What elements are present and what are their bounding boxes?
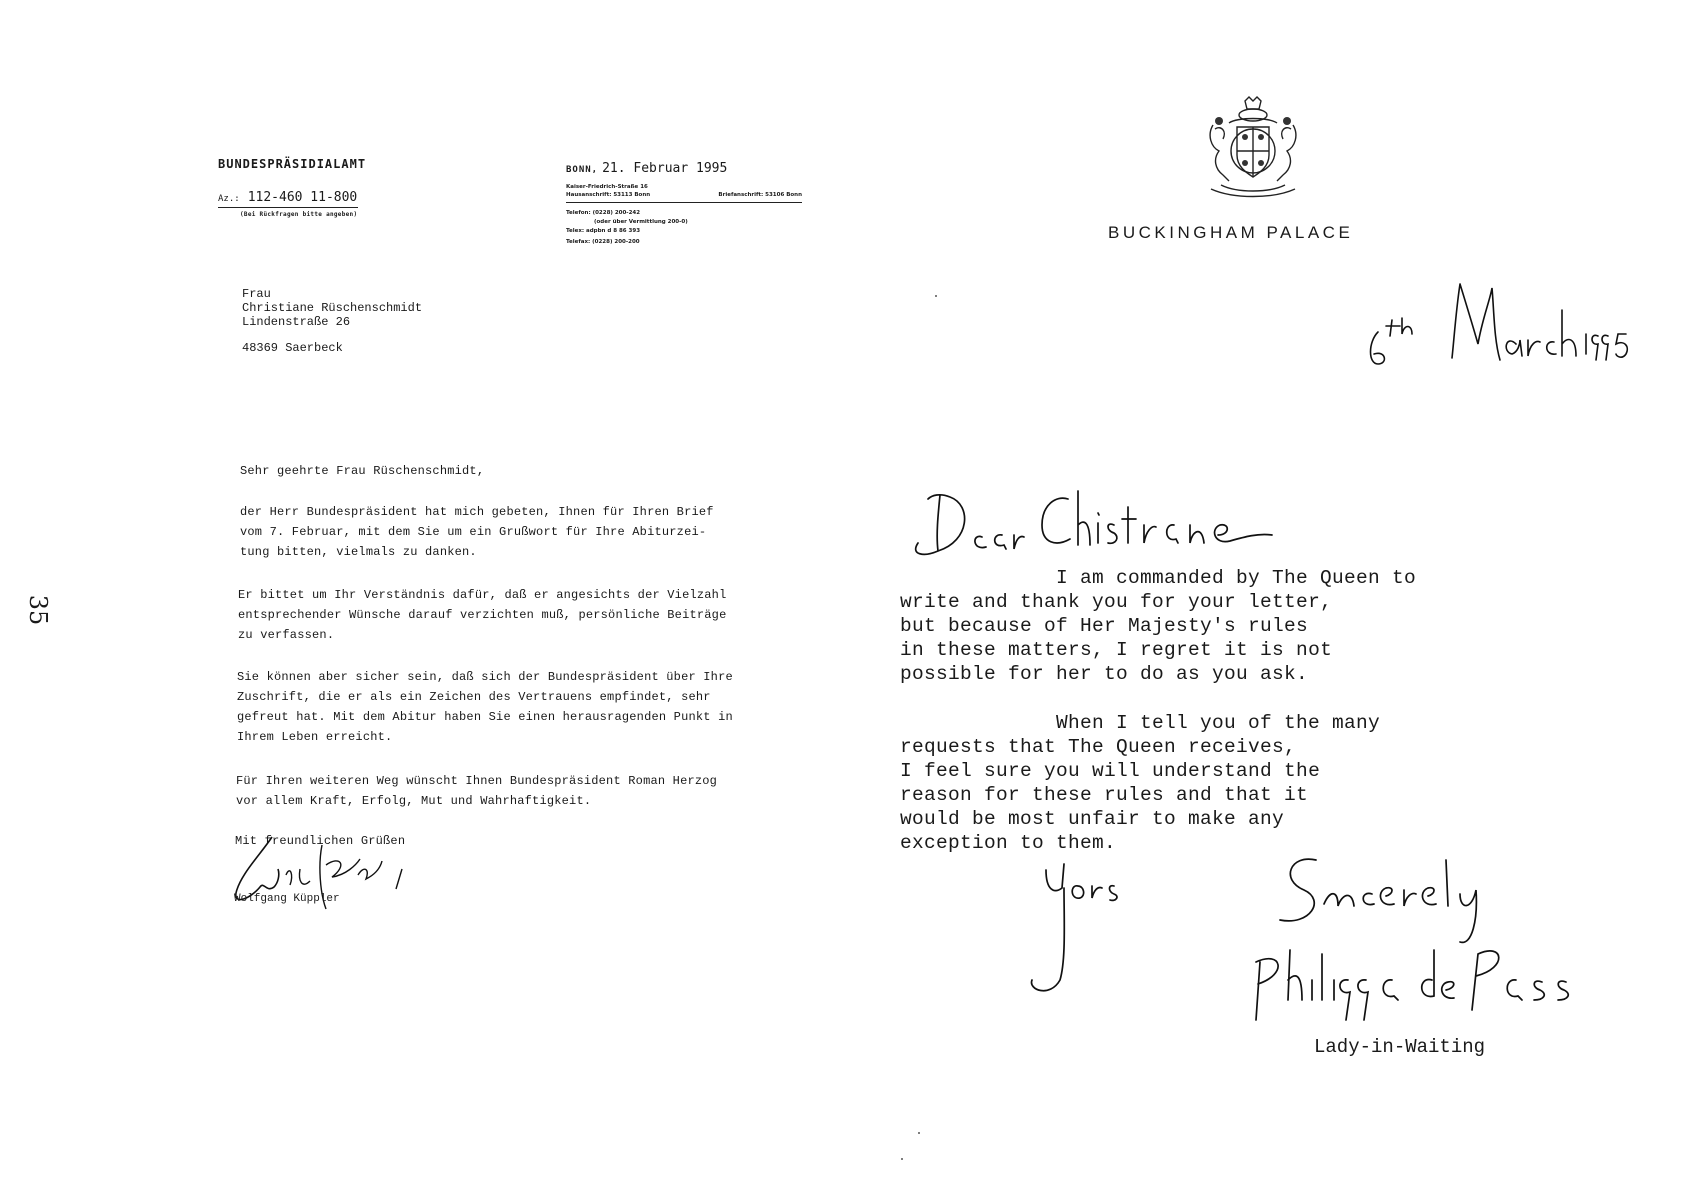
handwritten-closing-and-signature [1020,850,1660,1050]
reference-line [218,190,358,208]
contact-fax: Telefax: (0228) 200-200 [566,239,640,245]
paragraph-line: would be most unfair to make any [900,808,1285,830]
german-salutation: Sehr geehrte Frau Rüschenschmidt, [240,464,485,478]
paragraph-line: exception to them. [900,832,1117,854]
recipient-city: 48369 Saerbeck [242,341,343,355]
reference-note: (Bei Rückfragen bitte angeben) [240,211,358,218]
recipient-street: Lindenstraße 26 [242,315,351,329]
german-signatory: Wolfgang Küppler [234,893,340,905]
signatory-title: Lady-in-Waiting [1314,1036,1486,1058]
page-number: 35 [24,594,52,626]
letter-date-line [566,161,727,176]
paragraph-line: write and thank you for your letter, [900,591,1333,613]
scan-speck [918,1132,920,1134]
paragraph-line: I feel sure you will understand the [900,760,1321,782]
contact-list [566,208,802,248]
paragraph-line: reason for these rules and that it [900,784,1309,806]
english-paragraph-2 [900,711,1381,855]
scan-speck [901,1158,903,1160]
house-address: Hausanschrift: 53113 Bonn [566,192,651,198]
german-paragraph-4: Für Ihren weiteren Weg wünscht Ihnen Bundespräsident Roman Herzog vor allem Kraft, Erfolg, Mut und Wahrhaftigkeit. [236,774,718,808]
royal-coat-of-arms [1193,95,1313,200]
german-paragraph-2: Er bittet um Ihr Verständnis dafür, daß er angesichts der Vielzahl entsprechender Wünsche darauf verzichten muß, persönliche Beiträge zu verfassen. [238,588,727,642]
letterhead-title: BUCKINGHAM PALACE [1108,223,1354,242]
english-paragraph-1 [900,566,1417,686]
sender-contact-block [566,183,802,248]
german-paragraph-1: der Herr Bundespräsident hat mich gebeten, Ihnen für Ihren Brief vom 7. Februar, mit dem Sie um ein Grußwort für Ihre Abiturzei- tung bitten, vielmals zu danken. [240,505,714,559]
reference-number: 112-460 11-800 [247,190,358,205]
contact-phone: Telefon: (0228) 200-242 [566,210,641,216]
scan-speck [935,295,937,297]
contact-phone-alt: (oder über Vermittlung 200-0) [594,219,688,225]
letter-date: 21. Februar 1995 [602,161,728,176]
paragraph-line: in these matters, I regret it is not [900,639,1333,661]
german-paragraph-3: Sie können aber sicher sein, daß sich der Bundespräsident über Ihre Zuschrift, die er als ein Zeichen des Vertrauens empfindet, sehr gefreut hat. Mit dem Abitur haben Sie einen herausragenden Punkt in Ihrem Leben erreicht. [237,670,733,744]
paragraph-line: requests that The Queen receives, [900,736,1297,758]
handwritten-greeting [910,485,1280,565]
letter-place: BONN, [566,165,599,175]
sender-street: Kaiser-Friedrich-Straße 16 [566,184,648,190]
contact-telex: Telex: adpbn d 8 86 393 [566,228,641,234]
paragraph-line: I am commanded by The Queen to [1056,567,1417,589]
paragraph-line: When I tell you of the many [1056,712,1381,734]
header-divider [566,202,802,203]
sender-office: BUNDESPRÄSIDIALAMT [218,157,367,171]
paragraph-line: but because of Her Majesty's rules [900,615,1309,637]
german-closing: Mit freundlichen Grüßen [235,834,406,848]
postal-address: Briefanschrift: 53106 Bonn [718,192,802,198]
handwritten-date [1360,280,1640,375]
recipient-salutation-line: Frau [242,287,271,301]
sender-addresses [566,191,802,199]
reference-label: Az.: [218,194,240,204]
paragraph-line: possible for her to do as you ask. [900,663,1309,685]
recipient-name: Christiane Rüschenschmidt [242,301,423,315]
recipient-address [242,287,422,355]
